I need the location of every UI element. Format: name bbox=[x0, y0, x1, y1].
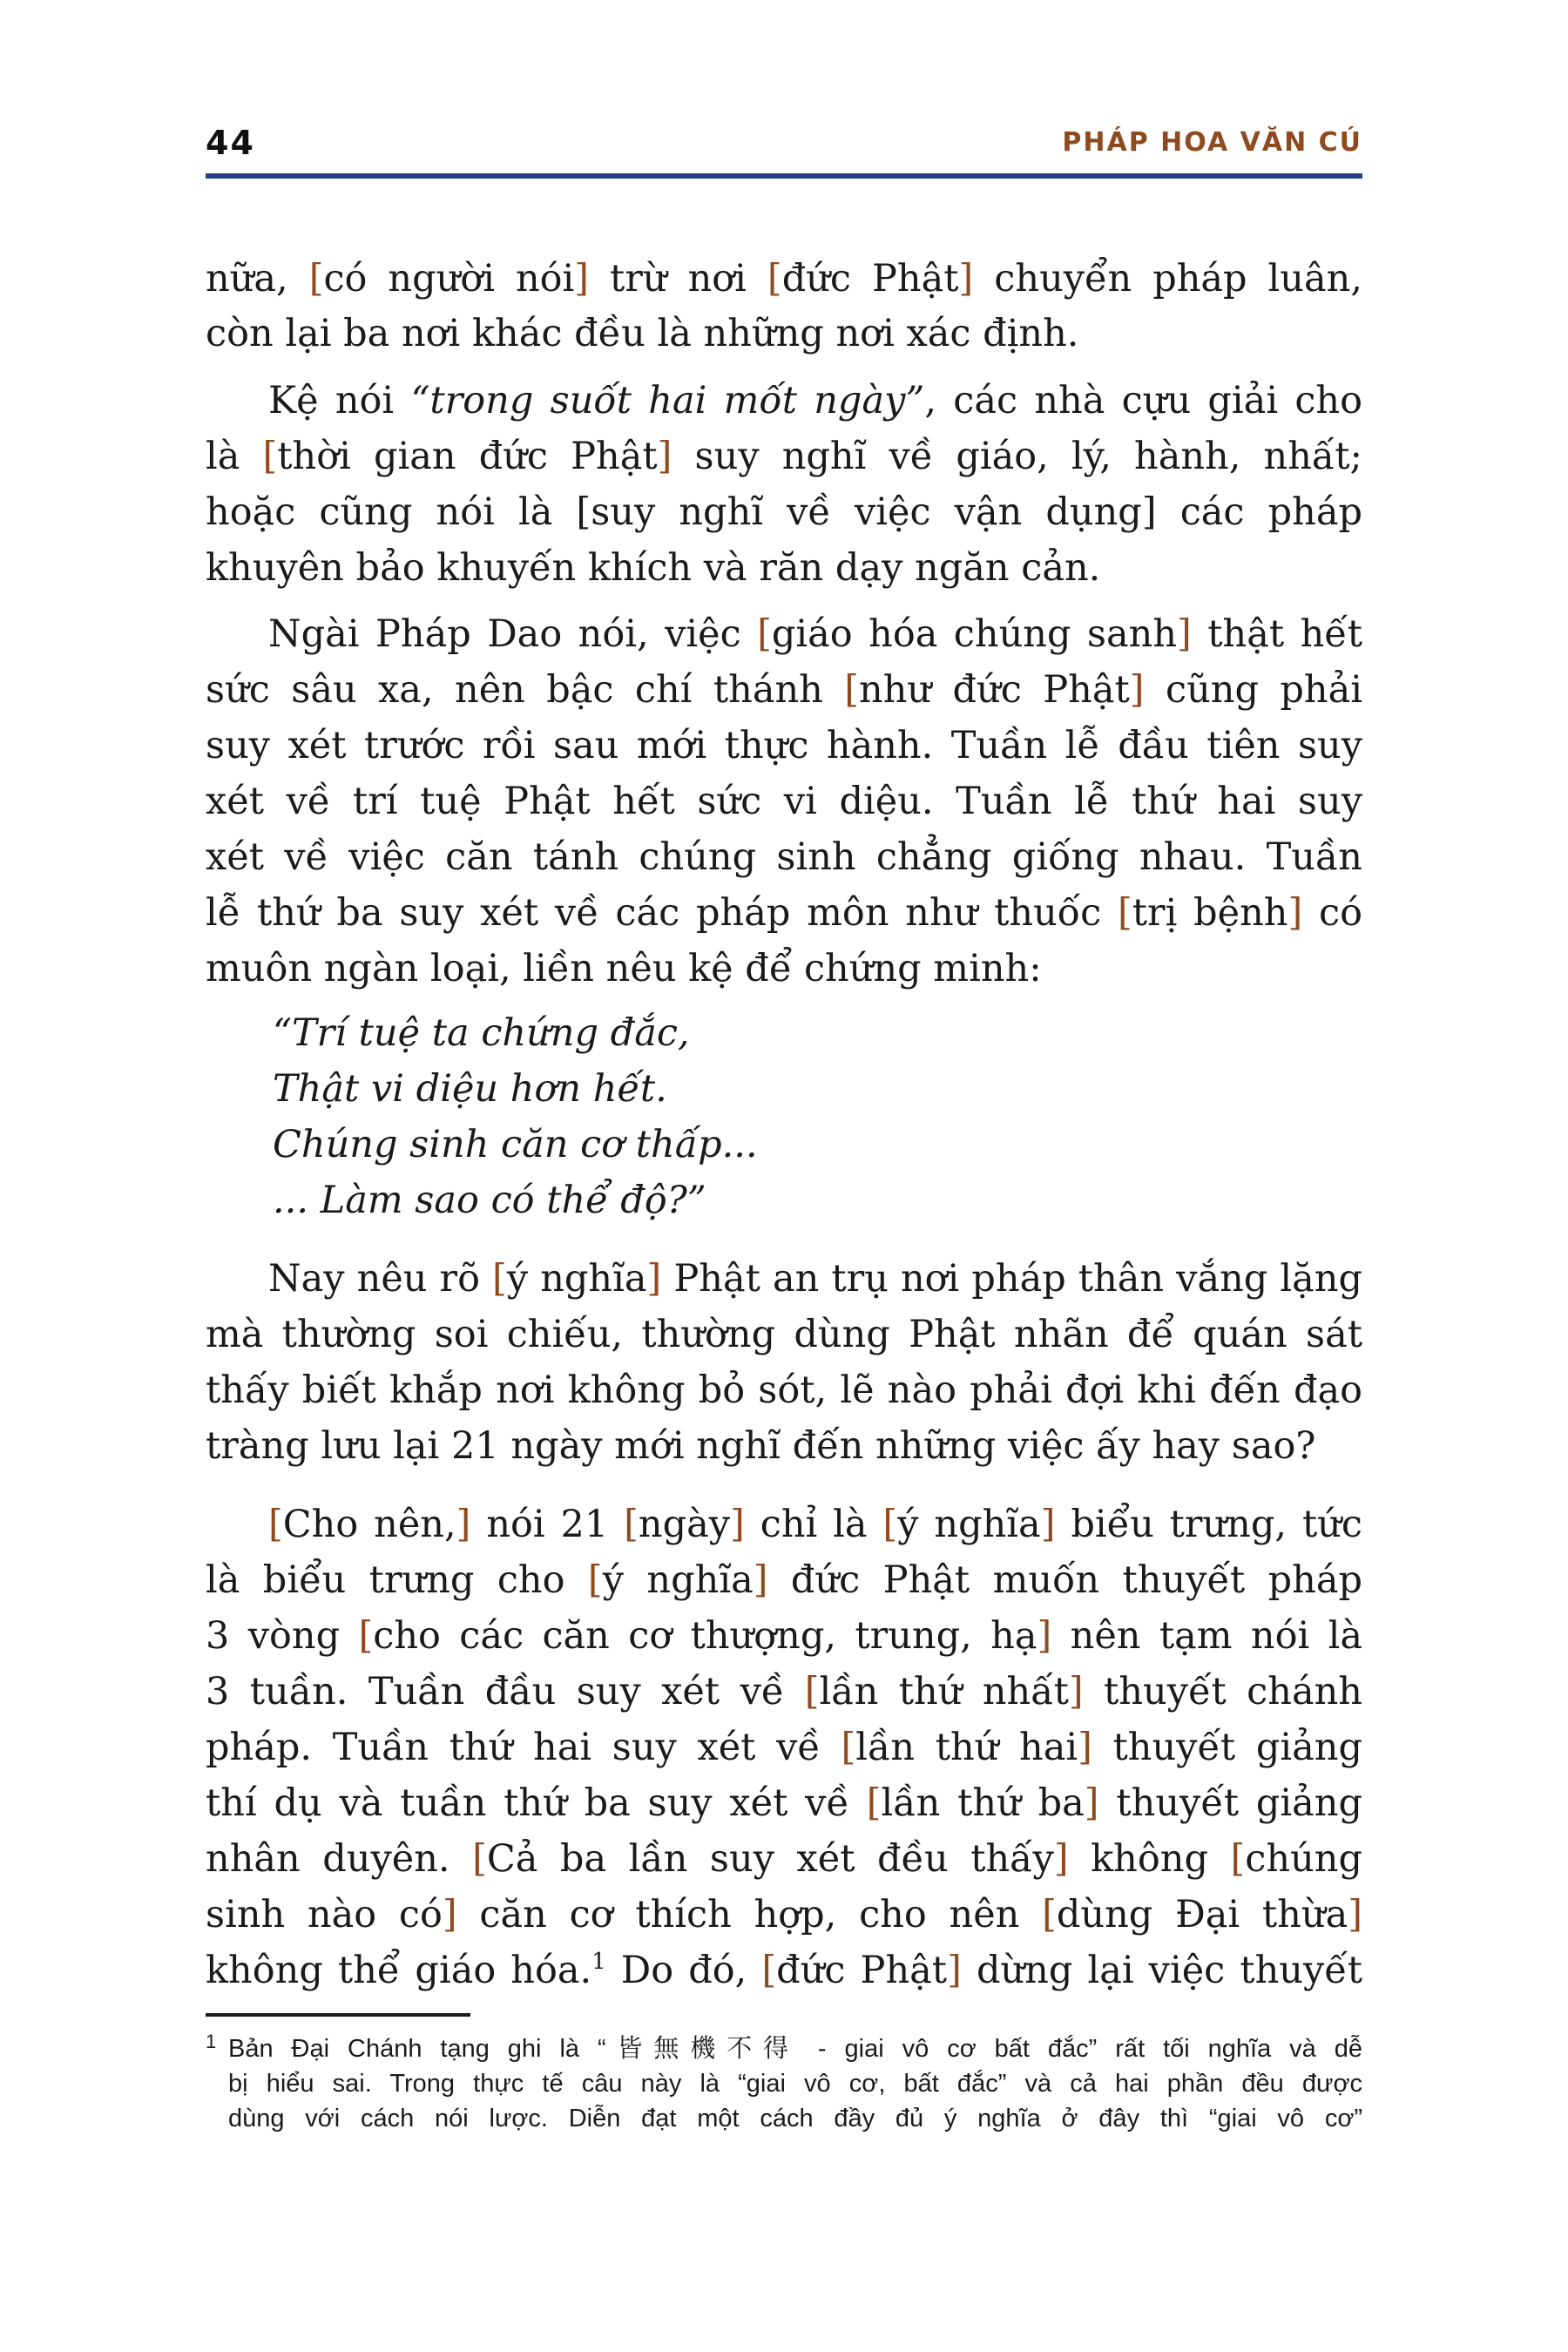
verse-line bbox=[273, 1117, 1144, 1173]
text-run: Chúng sinh căn cơ thấp... bbox=[273, 1123, 758, 1166]
footnote-reference[interactable]: 1 bbox=[591, 1949, 606, 1975]
text-run: trị bệnh bbox=[1132, 891, 1288, 935]
body-line bbox=[206, 941, 1362, 997]
body-line bbox=[206, 1943, 1362, 1998]
text-run: Kệ nói bbox=[268, 379, 411, 422]
editorial-bracket: ] bbox=[947, 1949, 962, 1992]
text-run: 3 tuần. Tuần đầu suy xét về bbox=[206, 1670, 805, 1713]
footnote-rule bbox=[206, 2013, 470, 2017]
footnote-line bbox=[228, 2066, 1362, 2101]
text-run: là biểu trưng cho bbox=[206, 1558, 588, 1602]
verse-line bbox=[273, 1173, 1144, 1228]
quoted-verse-text: “trong suốt hai mốt ngày” bbox=[410, 379, 925, 422]
text-run: còn lại ba nơi khác đều là những nơi xác định. bbox=[206, 312, 1079, 355]
text-run: như đức Phật bbox=[859, 668, 1130, 712]
body-line bbox=[206, 1608, 1362, 1664]
editorial-bracket: [ bbox=[268, 1503, 283, 1546]
body-line bbox=[206, 1664, 1362, 1720]
text-run: lần thứ ba bbox=[881, 1781, 1085, 1825]
footnote-text: bị hiểu sai. Trong thực tế câu này là “giai vô cơ, bất đắc” và cả hai phần đều được bbox=[228, 2070, 1362, 2098]
editorial-bracket: ] bbox=[1129, 668, 1145, 712]
text-run: lễ thứ ba suy xét về các pháp môn như thuốc bbox=[206, 891, 1118, 935]
text-run: Do đó, bbox=[605, 1949, 762, 1992]
text-run: xét về việc căn tánh chúng sinh chẳng giống nhau. Tuần bbox=[206, 835, 1362, 879]
text-run: 3 vòng bbox=[206, 1614, 359, 1658]
text-run: là bbox=[206, 435, 263, 478]
body-line bbox=[206, 484, 1362, 540]
text-run: sức sâu xa, nên bậc chí thánh bbox=[206, 668, 845, 712]
text-run: mà thường soi chiếu, thường dùng Phật nhãn để quán sát bbox=[206, 1313, 1362, 1356]
text-run: thí dụ và tuần thứ ba suy xét về bbox=[206, 1781, 867, 1825]
header-rule bbox=[206, 173, 1362, 179]
editorial-bracket: [ bbox=[767, 257, 782, 301]
editorial-bracket: ] bbox=[456, 1503, 471, 1546]
text-run: thuyết giảng bbox=[1098, 1781, 1363, 1825]
text-run: căn cơ thích hợp, cho nên bbox=[456, 1893, 1043, 1936]
text-run: nên tạm nói là bbox=[1051, 1614, 1362, 1658]
text-run: ý nghĩa bbox=[506, 1257, 647, 1301]
editorial-bracket: ] bbox=[646, 1257, 662, 1301]
text-run: Cho nên, bbox=[282, 1503, 456, 1546]
body-line bbox=[206, 540, 1362, 596]
editorial-bracket: ] bbox=[1053, 1837, 1069, 1881]
body-line bbox=[206, 306, 1362, 362]
text-run: chúng bbox=[1245, 1837, 1362, 1881]
text-run: ý nghĩa bbox=[897, 1503, 1041, 1546]
text-run: thật hết bbox=[1191, 612, 1362, 656]
text-run: chuyển pháp luân, bbox=[973, 257, 1363, 301]
editorial-bracket: [ bbox=[761, 1949, 777, 1992]
text-run: hoặc cũng nói là [suy nghĩ về việc vận dụng] các pháp bbox=[206, 490, 1362, 534]
editorial-bracket: ] bbox=[657, 435, 672, 478]
footnote-line: 1 Bản Đại Chánh tạng ghi là “皆無機不得 - giai vô cơ bất đắc” rất tối nghĩa và dễ bbox=[206, 2031, 1362, 2063]
text-run: có người nói bbox=[323, 257, 575, 301]
editorial-bracket: [ bbox=[624, 1503, 639, 1546]
text-run: Nay nêu rõ bbox=[268, 1257, 493, 1301]
editorial-bracket: ] bbox=[753, 1558, 768, 1602]
text-run: ngày bbox=[638, 1503, 731, 1546]
text-run: suy xét trước rồi sau mới thực hành. Tuần lễ đầu tiên suy bbox=[206, 724, 1362, 767]
editorial-bracket: [ bbox=[262, 435, 278, 478]
text-run: đức Phật muốn thuyết pháp bbox=[767, 1558, 1363, 1602]
text-run: xét về trí tuệ Phật hết sức vi diệu. Tuần lễ thứ hai suy bbox=[206, 780, 1362, 823]
editorial-bracket: ] bbox=[730, 1503, 745, 1546]
body-line bbox=[206, 1887, 1362, 1943]
text-run: không thể giáo hóa. bbox=[206, 1949, 592, 1992]
body-line bbox=[206, 1831, 1362, 1887]
body-line bbox=[206, 373, 1362, 429]
text-run: không bbox=[1068, 1837, 1231, 1881]
body-line bbox=[206, 1251, 1362, 1307]
text-run: nói 21 bbox=[470, 1503, 625, 1546]
text-run: nhân duyên. bbox=[206, 1837, 473, 1881]
text-run: lần thứ hai bbox=[855, 1726, 1078, 1769]
editorial-bracket: ] bbox=[1348, 1893, 1363, 1936]
text-run: cũng phải bbox=[1144, 668, 1362, 712]
text-run: dừng lại việc thuyết bbox=[961, 1949, 1363, 1992]
verse-line bbox=[273, 1005, 1144, 1061]
editorial-bracket: [ bbox=[587, 1558, 603, 1602]
body-line bbox=[206, 606, 1362, 662]
editorial-bracket: ] bbox=[1177, 612, 1192, 656]
body-line bbox=[206, 829, 1362, 885]
text-run: tràng lưu lại 21 ngày mới nghĩ đến những việc ấy hay sao? bbox=[206, 1424, 1316, 1468]
text-run: muôn ngàn loại, liền nêu kệ để chứng minh: bbox=[206, 947, 1042, 990]
body-line bbox=[206, 718, 1362, 774]
body-line bbox=[206, 774, 1362, 829]
text-run: giáo hóa chúng sanh bbox=[771, 612, 1178, 656]
text-run: chỉ là bbox=[744, 1503, 883, 1546]
text-run: Thật vi diệu hơn hết. bbox=[273, 1067, 667, 1111]
text-run: Phật an trụ nơi pháp thân vắng lặng bbox=[661, 1257, 1363, 1301]
text-run: dùng Đại thừa bbox=[1056, 1893, 1348, 1936]
body-line bbox=[206, 662, 1362, 718]
body-line bbox=[206, 1552, 1362, 1608]
editorial-bracket: [ bbox=[757, 612, 772, 656]
editorial-bracket: ] bbox=[1040, 1503, 1056, 1546]
text-run: sinh nào có bbox=[206, 1893, 443, 1936]
body-line bbox=[206, 1307, 1362, 1362]
editorial-bracket: ] bbox=[958, 257, 974, 301]
editorial-bracket: ] bbox=[1084, 1781, 1099, 1825]
body-line bbox=[206, 885, 1362, 941]
editorial-bracket: [ bbox=[866, 1781, 882, 1825]
text-run: nữa, bbox=[206, 257, 309, 301]
editorial-bracket: ] bbox=[442, 1893, 457, 1936]
body-line bbox=[206, 429, 1362, 484]
editorial-bracket: ] bbox=[1078, 1726, 1092, 1769]
footnote-text: dùng với cách nói lược. Diễn đạt một cách đầy đủ ý nghĩa ở đây thì “giai vô cơ” bbox=[228, 2105, 1362, 2132]
body-line bbox=[206, 1720, 1362, 1775]
text-run: thuyết chánh bbox=[1083, 1670, 1362, 1713]
editorial-bracket: [ bbox=[882, 1503, 898, 1546]
editorial-bracket: [ bbox=[1117, 891, 1132, 935]
text-run: cho các căn cơ thượng, trung, hạ bbox=[373, 1614, 1037, 1658]
text-run: thấy biết khắp nơi không bỏ sót, lẽ nào phải đợi khi đến đạo bbox=[206, 1369, 1362, 1412]
editorial-bracket: ] bbox=[1068, 1670, 1084, 1713]
editorial-bracket: [ bbox=[308, 257, 324, 301]
text-run: suy nghĩ về giáo, lý, hành, nhất; bbox=[672, 435, 1363, 478]
text-run: , các nhà cựu giải cho bbox=[924, 379, 1363, 422]
text-run: lần thứ nhất bbox=[819, 1670, 1069, 1713]
body-line bbox=[206, 251, 1362, 307]
text-run: có bbox=[1302, 891, 1362, 935]
text-run: “Trí tuệ ta chứng đắc, bbox=[273, 1011, 690, 1055]
text-run: pháp. Tuần thứ hai suy xét về bbox=[206, 1726, 841, 1769]
footnote-line bbox=[228, 2101, 1362, 2136]
editorial-bracket: ] bbox=[574, 257, 590, 301]
text-run: thời gian đức Phật bbox=[277, 435, 658, 478]
text-run: Ngài Pháp Dao nói, việc bbox=[268, 612, 758, 656]
text-run: thuyết giảng bbox=[1092, 1726, 1362, 1769]
text-run: ý nghĩa bbox=[602, 1558, 754, 1602]
editorial-bracket: [ bbox=[472, 1837, 487, 1881]
body-line bbox=[206, 1362, 1362, 1418]
running-title: PHÁP HOA VĂN CÚ bbox=[1062, 127, 1362, 158]
text-run: trừ nơi bbox=[589, 257, 767, 301]
editorial-bracket: [ bbox=[492, 1257, 507, 1301]
editorial-bracket: [ bbox=[358, 1614, 374, 1658]
text-run: Cả ba lần suy xét đều thấy bbox=[486, 1837, 1054, 1881]
text-run: khuyên bảo khuyến khích và răn dạy ngăn cản. bbox=[206, 546, 1101, 590]
editorial-bracket: [ bbox=[1042, 1893, 1057, 1936]
editorial-bracket: [ bbox=[841, 1726, 856, 1769]
editorial-bracket: ] bbox=[1037, 1614, 1052, 1658]
editorial-bracket: [ bbox=[1230, 1837, 1246, 1881]
text-run: đức Phật bbox=[776, 1949, 948, 1992]
editorial-bracket: [ bbox=[804, 1670, 820, 1713]
text-run: ... Làm sao có thể độ?” bbox=[273, 1179, 706, 1222]
text-run: biểu trưng, tức bbox=[1055, 1503, 1363, 1546]
body-line bbox=[206, 1497, 1362, 1552]
editorial-bracket: ] bbox=[1288, 891, 1303, 935]
verse-line bbox=[273, 1061, 1144, 1117]
body-line bbox=[206, 1418, 1362, 1474]
page-number: 44 bbox=[206, 124, 255, 162]
editorial-bracket: [ bbox=[844, 668, 860, 712]
footnote-text: Bản Đại Chánh tạng ghi là “皆無機不得 - giai vô cơ bất đắc” rất tối nghĩa và dễ bbox=[228, 2035, 1362, 2063]
body-line bbox=[206, 1775, 1362, 1831]
text-run: đức Phật bbox=[781, 257, 959, 301]
